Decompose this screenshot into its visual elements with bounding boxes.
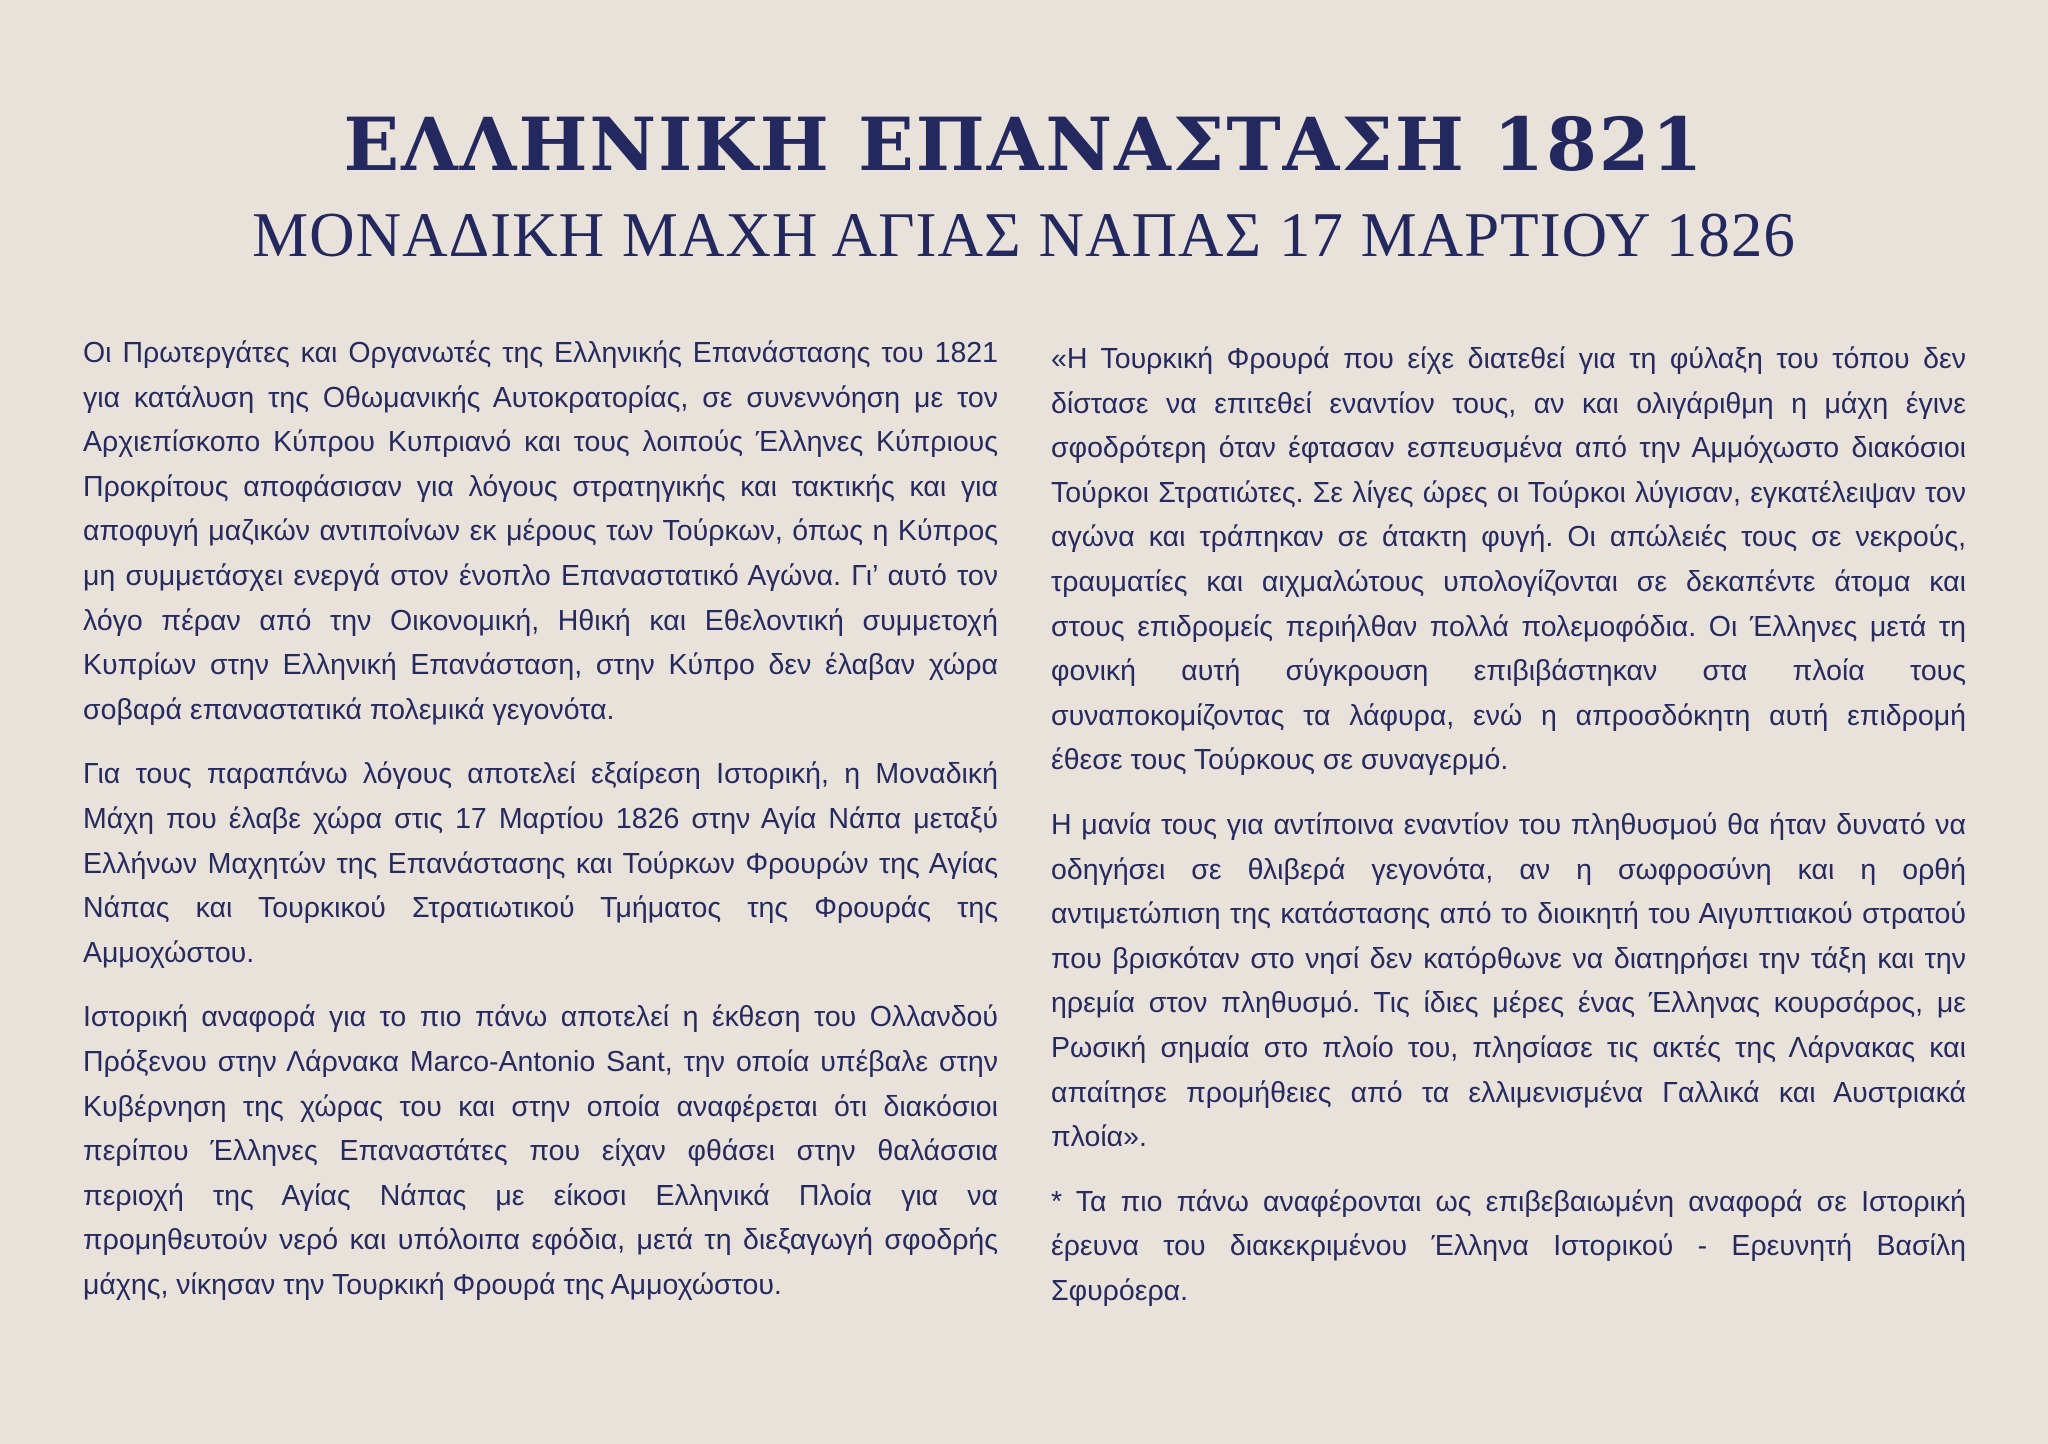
footnote: * Τα πιο πάνω αναφέρονται ως επιβεβαιωμένη αναφορά σε Ιστορική έρευνα του διακεκριμένου Έλληνα Ιστορικού - Ερευνητή Βασίλη Σφυρόερα. xyxy=(1051,1185,1966,1307)
left-column xyxy=(83,331,998,1327)
paragraph: Ιστορική αναφορά για το πιο πάνω αποτελεί η έκθεση του Ολλανδού Πρόξενου στην Λάρνακα Marco-Antonio Sant, την οποία υπέβαλε στην Κυβέρνηση της χώρας του και στην οποία αναφέρεται ότι διακόσιοι περίπου Έλληνες Επαναστάτες που είχαν φθάσει στην θαλάσσια περιοχή της Αγίας Νάπας με είκοσι Ελληνικά Πλοία για να προμηθευτούν νερό και υπόλοιπα εφόδια, μετά τη διεξαγωγή σφοδρής μάχης, νίκησαν την Τουρκική Φρουρά της Αμμοχώστου. xyxy=(83,1001,998,1301)
paragraph: Για τους παραπάνω λόγους αποτελεί εξαίρεση Ιστορική, η Μοναδική Μάχη που έλαβε χώρα στις 17 Μαρτίου 1826 στην Αγία Νάπα μεταξύ Ελλήνων Μαχητών της Επανάστασης και Τούρκων Φρουρών της Αγίας Νάπας και Τουρκικού Στρατιωτικού Τμήματος της Φρουράς της Αμμοχώστου. xyxy=(83,758,998,969)
paragraph: «Η Τουρκική Φρουρά που είχε διατεθεί για τη φύλαξη του τόπου δεν δίστασε να επιτεθεί εναντίον τους, αν και ολιγάριθμη η μάχη έγινε σφοδρότερη όταν έφτασαν εσπευσμένα από την Αμμόχωστο διακόσιοι Τούρκοι Στρατιώτες. Σε λίγες ώρες οι Τούρκοι λύγισαν, εγκατέλειψαν τον αγώνα και τράπηκαν σε άτακτη φυγή. Οι απώλειές τους σε νεκρούς, τραυματίες και αιχμαλώτους υπολογίζονται σε δεκαπέντε άτομα και στους επιδρομείς περιήλθαν πολλά πολεμοφόδια. Οι Έλληνες μετά τη φονική αυτή σύγκρουση επιβιβάστηκαν στα πλοία τους συναποκομίζοντας τα λάφυρα, ενώ η απροσδόκητη αυτή επιδρομή έθεσε τους Τούρκους σε συναγερμό. xyxy=(1051,343,1966,777)
page-subtitle: ΜΟΝΑΔΙΚΗ ΜΑΧΗ ΑΓΙΑΣ ΝΑΠΑΣ 17 ΜΑΡΤΙΟΥ 1826 xyxy=(252,200,1796,270)
header xyxy=(0,98,2048,276)
page-title: ΕΛΛΗΝΙΚΗ ΕΠΑΝΑΣΤΑΣΗ 1821 xyxy=(343,102,1705,188)
right-column xyxy=(1051,337,1966,1333)
paragraph: Οι Πρωτεργάτες και Οργανωτές της Ελληνικής Επανάστασης του 1821 για κατάλυση της Οθωμανικής Αυτοκρατορίας, σε συνεννόηση με τον Αρχιεπίσκοπο Κύπρου Κυπριανό και τους λοιπούς Έλληνες Κύπριους Προκρίτους αποφάσισαν για λόγους στρατηγικής και τακτικής και για αποφυγή μαζικών αντιποίνων εκ μέρους των Τούρκων, όπως η Κύπρος μη συμμετάσχει ενεργά στον ένοπλο Επαναστατικό Αγώνα. Γι’ αυτό τον λόγο πέραν από την Οικονομική, Ηθική και Εθελοντική συμμετοχή Κυπρίων στην Ελληνική Επανάσταση, στην Κύπρο δεν έλαβαν χώρα σοβαρά επαναστατικά πολεμικά γεγονότα. xyxy=(83,337,998,726)
paragraph: Η μανία τους για αντίποινα εναντίον του πληθυσμού θα ήταν δυνατό να οδηγήσει σε θλιβερά γεγονότα, αν η σωφροσύνη και η ορθή αντιμετώπιση της κατάστασης από το διοικητή του Αιγυπτιακού στρατού που βρισκόταν στο νησί δεν κατόρθωνε να διατηρήσει την τάξη και την ηρεμία στον πληθυσμό. Τις ίδιες μέρες ένας Έλληνας κουρσάρος, με Ρωσική σημαία στο πλοίο του, πλησίασε τις ακτές της Λάρνακας και απαίτησε προμήθειες από τα ελλιμενισμένα Γαλλικά και Αυστριακά πλοία». xyxy=(1051,808,1966,1154)
